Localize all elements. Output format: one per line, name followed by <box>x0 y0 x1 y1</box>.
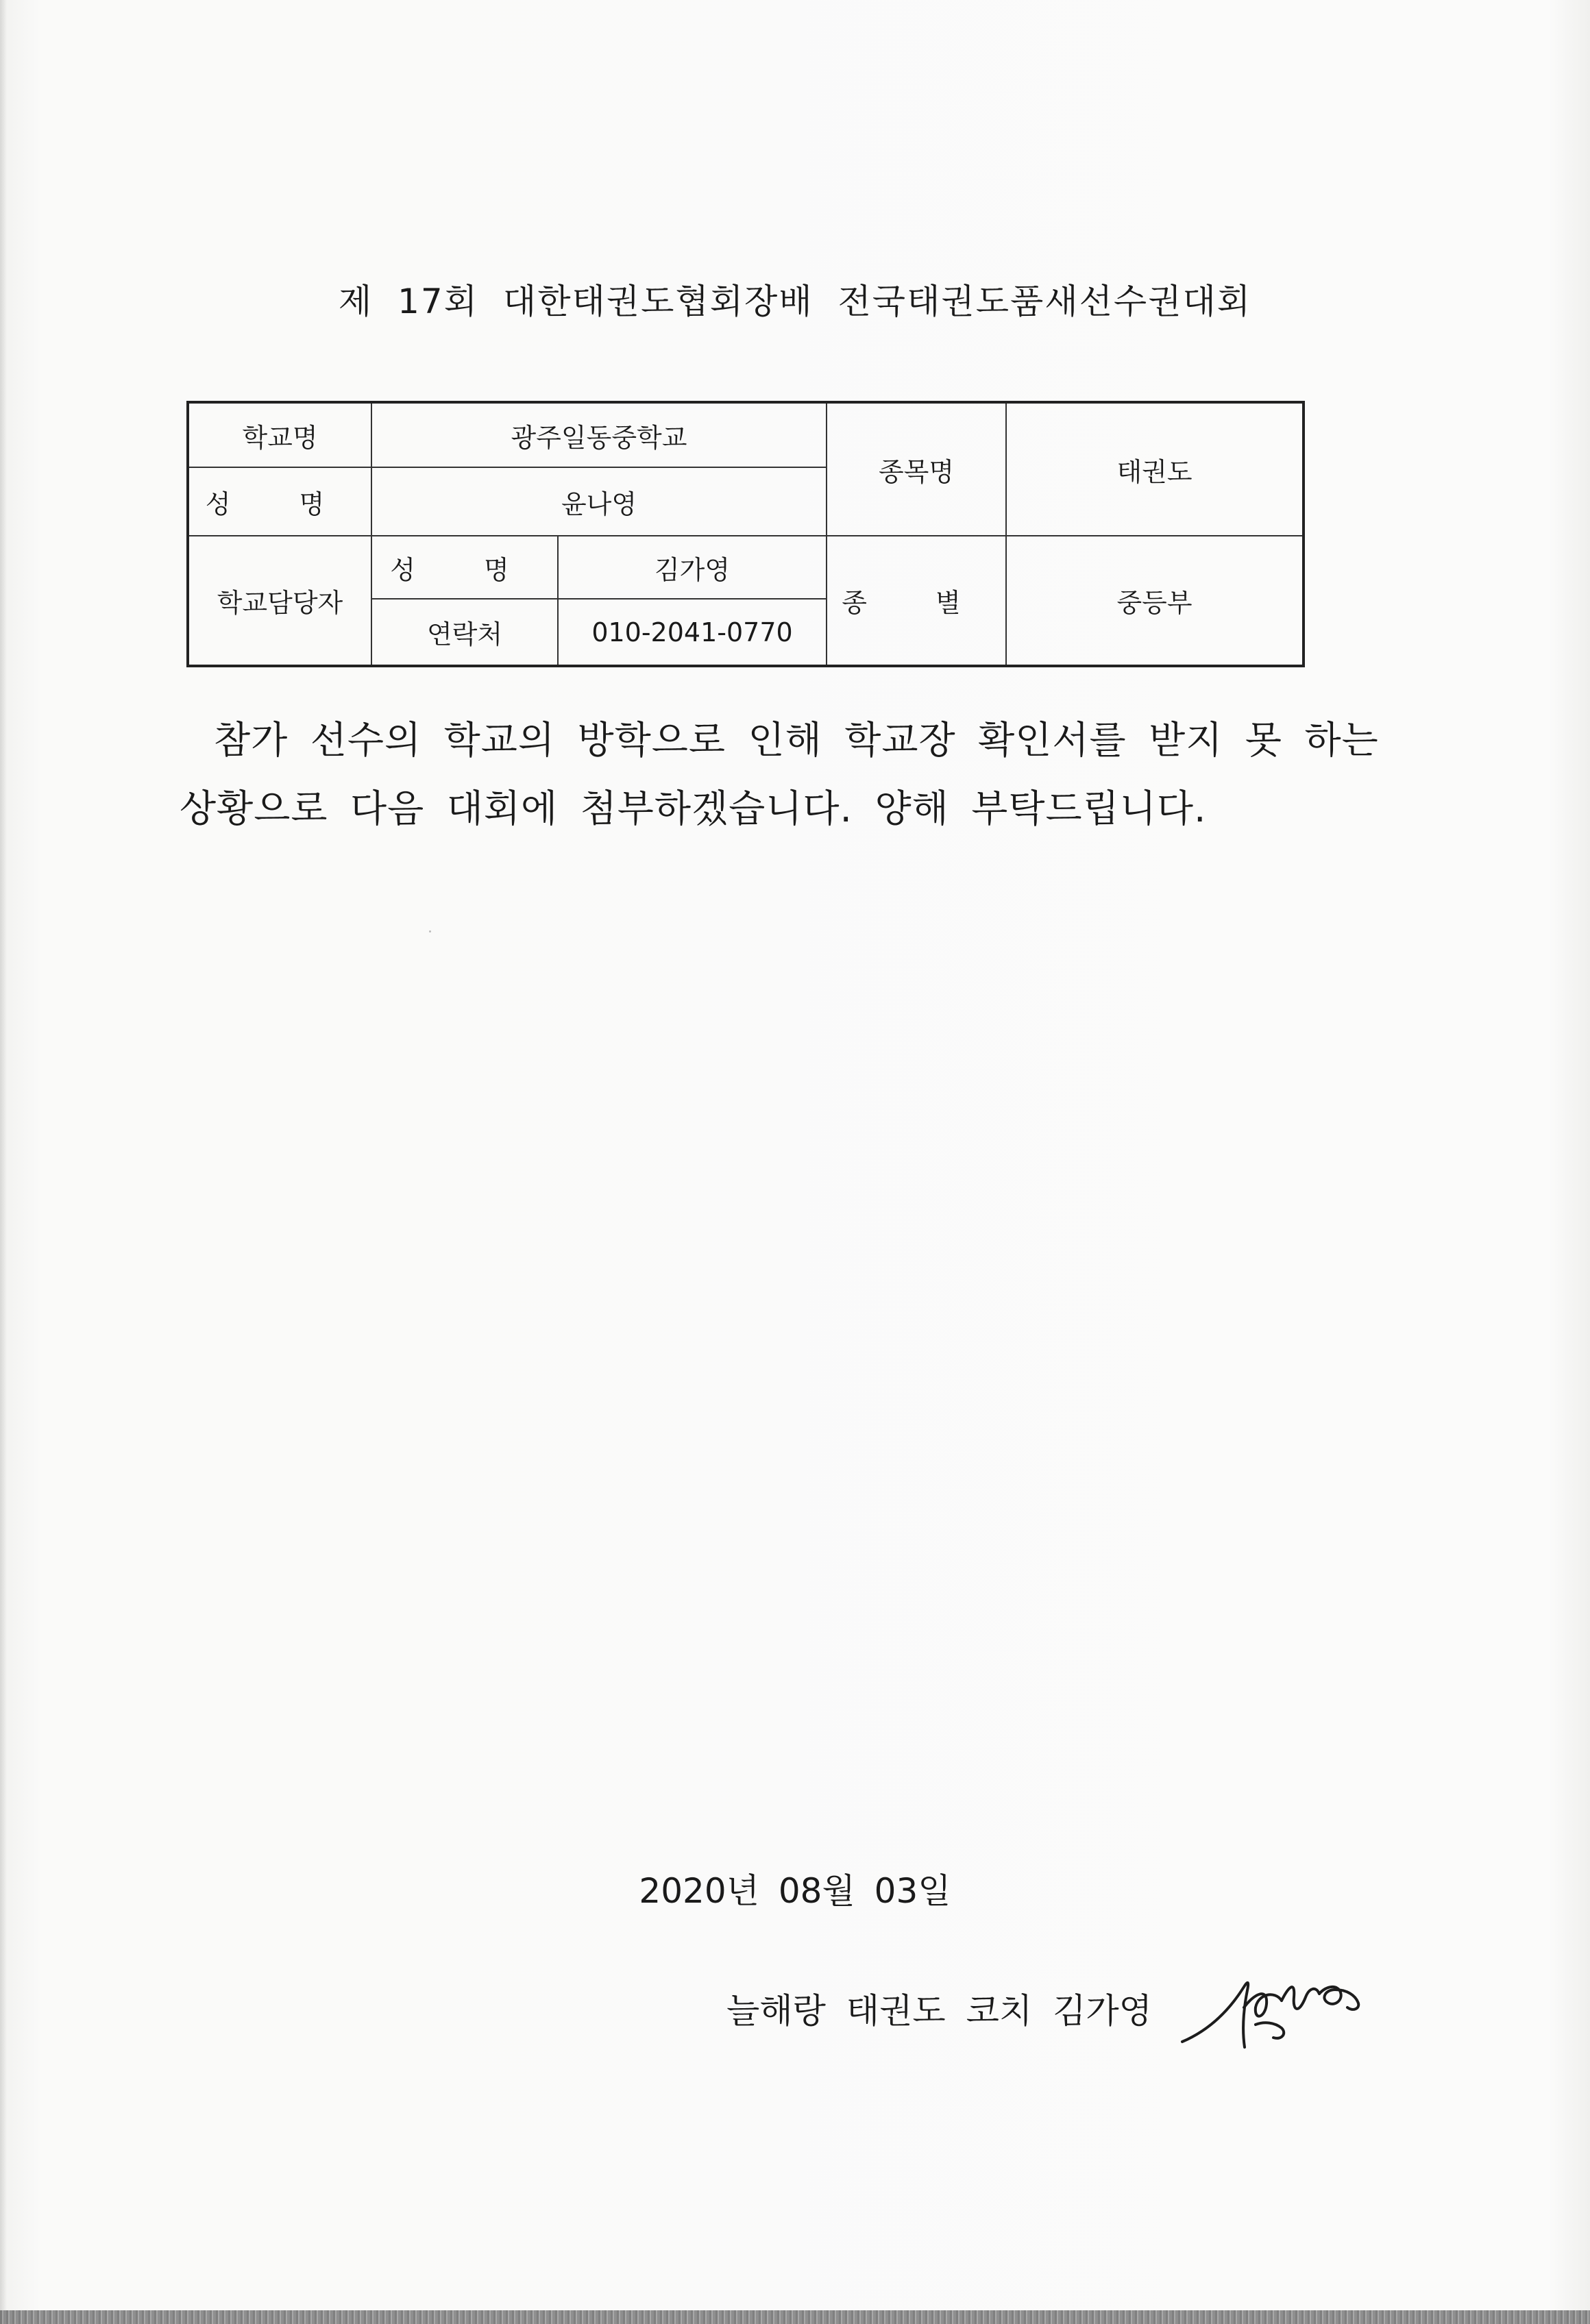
contact-label: 연락처 <box>371 599 558 666</box>
document-title: 제 17회 대한태권도협회장배 전국태권도품새선수권대회 <box>338 282 1252 321</box>
name-label: 성 명 <box>188 467 371 536</box>
event-label: 종목명 <box>827 402 1006 536</box>
division-value: 중등부 <box>1006 536 1304 666</box>
school-label: 학교명 <box>188 402 371 467</box>
scan-shadow-edge <box>0 0 7 2324</box>
name-value: 윤나영 <box>371 467 827 536</box>
manager-label: 학교담당자 <box>188 536 371 666</box>
scan-speck <box>429 930 431 932</box>
handwritten-signature <box>1179 1966 1364 2055</box>
document-date: 2020년 08월 03일 <box>639 1871 951 1911</box>
body-line-2: 상황으로 다음 대회에 첨부하겠습니다. 양해 부탁드립니다. <box>180 787 1207 830</box>
manager-name-label: 성 명 <box>371 536 558 599</box>
body-paragraph <box>180 706 1482 843</box>
signer-line: 늘해랑 태권도 코치 김가영 <box>726 1991 1152 2031</box>
table-row <box>188 536 1304 599</box>
manager-name-value: 김가영 <box>558 536 827 599</box>
body-line-1: 참가 선수의 학교의 방학으로 인해 학교장 확인서를 받지 못 하는 <box>214 718 1379 762</box>
table-row <box>188 402 1304 467</box>
info-table <box>186 401 1305 667</box>
scan-bottom-edge <box>0 2310 1590 2324</box>
contact-value: 010-2041-0770 <box>558 599 827 666</box>
school-value: 광주일동중학교 <box>371 402 827 467</box>
division-label: 종 별 <box>827 536 1006 666</box>
event-value: 태권도 <box>1006 402 1304 536</box>
